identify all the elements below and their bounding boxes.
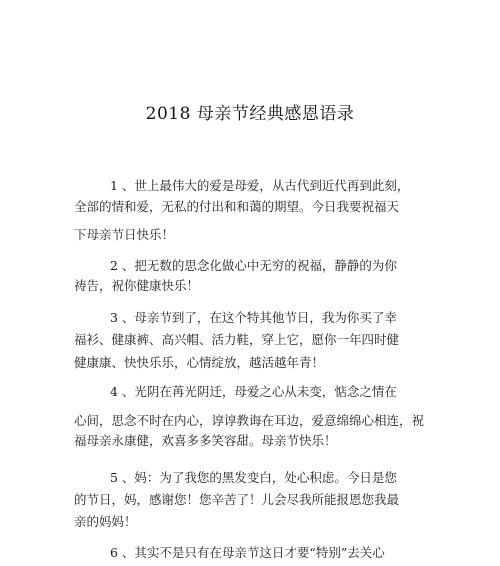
- paragraph-3-line-1: 3 、母亲节到了，在这个特其他节日，我为你买了幸: [110, 310, 397, 325]
- paragraph-3-line-2: 福衫、健康裤、高兴帽、活力鞋，穿上它，愿你一年四时健: [74, 332, 400, 347]
- paragraph-6-line-1: 6 、其实不是只有在母亲节这日才要“特别”去关心: [110, 545, 385, 560]
- paragraph-4-line-3: 福母亲永康健，欢喜多多笑容甜。母亲节快乐！: [74, 433, 337, 448]
- paragraph-3-line-3: 健康康、快快乐乐，心情绽放，越活越年青！: [74, 355, 325, 370]
- paragraph-2-line-2: 祷告，祝你健康快乐！: [74, 278, 200, 293]
- paragraph-1-line-3: 下母亲节日快乐！: [74, 227, 175, 242]
- paragraph-5-line-2: 的节日，妈，感谢您！您辛苦了！儿会尽我所能报恩您我最: [74, 492, 400, 507]
- paragraph-1-line-2: 全部的情和爱，无私的付出和和蔼的期望。今日我要祝福天: [74, 199, 400, 214]
- paragraph-5-line-1: 5 、妈：为了我您的黑发变白，处心积虑。今日是您: [110, 470, 397, 485]
- paragraph-2-line-1: 2 、把无数的思念化做心中无穷的祝福，静静的为你: [110, 258, 397, 273]
- paragraph-5-line-3: 亲的妈妈！: [74, 514, 137, 529]
- paragraph-4-line-2: 心间，思念不时在内心，谆谆教诲在耳边，爱意绵绵心相连，祝: [74, 413, 425, 428]
- paragraph-4-line-1: 4 、光阴在苒光阴迁，母爱之心从未变，惦念之情在: [110, 384, 397, 399]
- document-title: 2018 母亲节经典感恩语录: [145, 104, 355, 125]
- paragraph-1-line-1: 1 、世上最伟大的爱是母爱，从古代到近代再到此刻，: [110, 178, 410, 193]
